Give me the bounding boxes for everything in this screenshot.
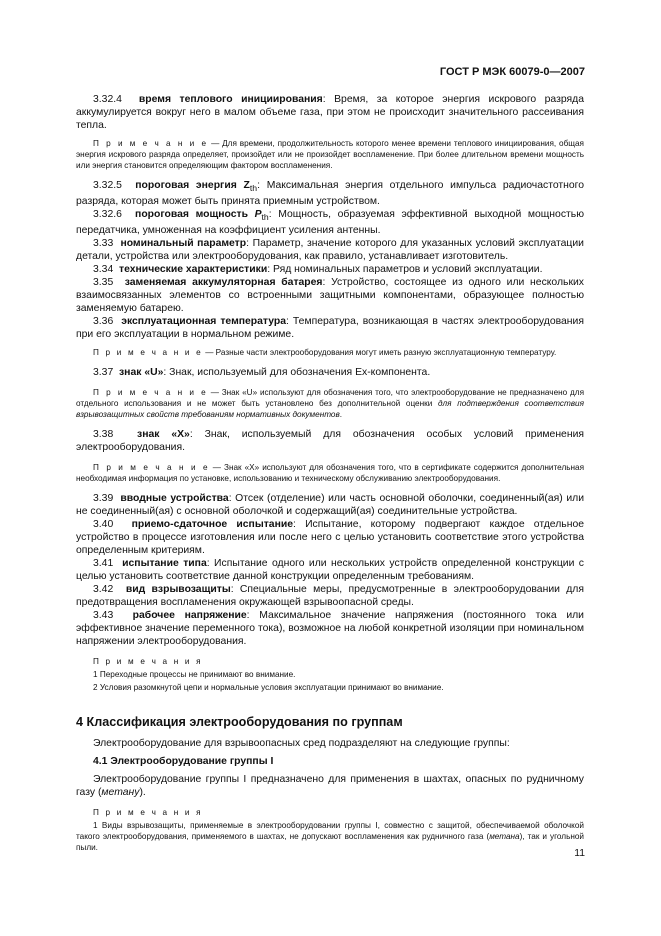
clause-3-41 <box>76 557 584 583</box>
clause-symbol: Z <box>243 180 250 191</box>
clause-3-37 <box>76 366 584 379</box>
clause-term: вид взрывозащиты <box>125 584 231 596</box>
note-italic-text: для подтверждения соответствия взрывозащитных свойств требованиям нормативных документов <box>76 399 584 420</box>
notes-label-4-1: П р и м е ч а н и я <box>93 808 203 818</box>
clause-term: рабочее напряжение <box>132 610 247 622</box>
note-text: — Разные части электрооборудования могут иметь разную эксплуатационную температуру. <box>202 348 557 358</box>
clause-definition: : Мощность, образуемая эффективной выходной мощностью передатчика, умноженная на коэффициент усиления антенны. <box>76 209 584 237</box>
clause-3-32-6 <box>76 208 584 237</box>
clause-term: эксплуатационная температура <box>121 316 287 328</box>
clause-3-36 <box>76 315 584 341</box>
clause-3-32-5 <box>76 179 584 208</box>
clause-term: технические характеристики <box>119 264 268 276</box>
note-3-38 <box>76 462 584 484</box>
clause-number: 3.38 <box>93 429 114 441</box>
clause-definition: : Знак, используемый для обозначения особых условий применения электрооборудования. <box>76 429 585 454</box>
clause-term: вводные устройства <box>120 493 229 505</box>
clause-term: время теплового инициирования <box>138 94 323 105</box>
clause-definition: : Испытание, которому подвергают каждое отдельное устройство в процессе изготовления или после него с целью установить соответствие этого устройства определенным критериям. <box>76 519 584 557</box>
clause-number: 3.39 <box>93 493 114 505</box>
clause-3-43 <box>76 609 584 648</box>
notes-label-3-43: П р и м е ч а н и я <box>93 657 203 667</box>
clause-number: 3.40 <box>93 519 114 531</box>
note-label: П р и м е ч а н и е <box>93 463 210 473</box>
note-label: П р и м е ч а н и е <box>93 388 208 398</box>
note-label: П р и м е ч а н и е <box>93 348 203 358</box>
note-3-36 <box>76 347 584 358</box>
clause-definition: : Испытание одного или нескольких устройств определенной конструкции с целью установить соответствие данной конструкции определенным требованиям. <box>76 558 585 583</box>
clause-3-33 <box>76 237 584 263</box>
page-content <box>76 93 584 853</box>
clause-term: пороговая мощность <box>135 209 248 221</box>
clause-number: 3.32.4 <box>93 94 122 105</box>
document-header: ГОСТ Р МЭК 60079-0—2007 <box>439 66 585 78</box>
clause-term: приемо-сдаточное испытание <box>131 519 294 531</box>
clause-term: заменяемая аккумуляторная батарея <box>124 277 323 289</box>
clause-3-35 <box>76 276 584 315</box>
note-text: 1 Виды взрывозащиты, применяемые в электрооборудовании группы I, совместно с защитой, обеспечиваемой оболочкой такого электрооборудования, применяемого в шахтах, не допускают воспламенения как рудничного газа ( <box>76 821 584 842</box>
clause-term: номинальный параметр <box>120 238 247 250</box>
note-italic-text: метана <box>489 832 520 842</box>
clause-term: знак «X» <box>137 429 190 441</box>
clause-3-34 <box>76 263 584 276</box>
clause-term: знак «U» <box>119 367 164 379</box>
clause-number: 3.35 <box>93 277 114 289</box>
note-list-item-1: 1 Переходные процессы не принимают во внимание. <box>93 670 296 680</box>
clause-number: 3.43 <box>93 610 114 622</box>
note-4-1-item-1 <box>76 820 584 853</box>
note-text: — Для времени, продолжительность которого менее времени теплового инициирования, общая энергия искрового разряда определяет, произойдет или не произойдет воспламенение. При более длительном времени мощность или энергия становится определяющим фактором воспламенения. <box>76 139 584 170</box>
subsection-4-1-text <box>76 773 584 799</box>
page-number: 11 <box>574 848 585 859</box>
clause-definition: : Ряд номинальных параметров и условий эксплуатации. <box>267 264 543 276</box>
clause-definition: : Устройство, состоящее из одного или нескольких взаимосвязанных элементов со встроенными защитными компонентами, образующее полностью заменяемую батарею. <box>76 277 584 315</box>
clause-number: 3.41 <box>93 558 114 570</box>
clause-definition: : Специальные меры, предусмотренные в электрооборудовании для предотвращения воспламенения окружающей взрывоопасной среды. <box>76 584 584 609</box>
note-3-32-4 <box>76 138 584 171</box>
note-text-end: ), так и угольной пыли. <box>76 832 584 853</box>
section-4-heading: 4 Классификация электрооборудования по группам <box>76 715 403 730</box>
note-3-37 <box>76 387 584 420</box>
clause-definition: : Максимальная энергия отдельного импульса радиочастотного разряда, которая может быть принята приемным устройством. <box>76 180 585 208</box>
clause-number: 3.32.6 <box>93 209 122 221</box>
clause-number: 3.34 <box>93 264 114 276</box>
clause-3-40 <box>76 518 584 557</box>
text-italic: метану <box>101 787 140 799</box>
clause-definition: : Параметр, значение которого для указанных условий эксплуатации детали, устройства или электрооборудования, как правило, устанавливает изготовитель. <box>76 238 584 263</box>
note-label: П р и м е ч а н и е <box>93 139 209 148</box>
text-part-end: ). <box>139 787 146 799</box>
clause-3-38 <box>76 428 584 454</box>
clause-number: 3.32.5 <box>93 180 122 191</box>
section-4-intro: Электрооборудование для взрывоопасных сред подразделяют на следующие группы: <box>93 738 510 750</box>
subsection-4-1-heading: 4.1 Электрооборудование группы I <box>93 756 274 768</box>
note-text: — Знак «X» используют для обозначения того, что в сертификате содержится дополнительная необходимая информация по установке, использованию и техническому обслуживанию электрооборудования. <box>76 463 585 484</box>
clause-definition: : Знак, используемый для обозначения Ex-компонента. <box>163 367 431 379</box>
clause-definition: : Максимальное значение напряжения (постоянного тока или эффективное значение переменного тока), возможное на любой конкретной изоляции при номинальном напряжении электрооборудования. <box>76 610 584 648</box>
clause-definition: : Отсек (отделение) или часть основной оболочки, соединенный(ая) или не соединенный(ая) с основной оболочкой и содержащий(ая) соединительные устройства. <box>76 493 585 518</box>
text-part: Электрооборудование группы I предназначено для применения в шахтах, опасных по рудничному газу ( <box>76 774 584 799</box>
clause-symbol-subscript: th <box>249 183 258 194</box>
clause-symbol: P <box>254 209 262 221</box>
clause-term: испытание типа <box>122 558 207 570</box>
clause-3-32-4 <box>76 93 584 132</box>
clause-definition: : Время, за которое энергия искрового разряда аккумулируется вокруг него в малом объеме газа, при этом не происходит значительного рассеивания тепла. <box>76 94 584 131</box>
clause-number: 3.33 <box>93 238 114 250</box>
clause-definition: : Температура, возникающая в частях электрооборудования при его эксплуатации в нормальном режиме. <box>76 316 584 341</box>
note-text: — Знак «U» используют для обозначения того, что электрооборудование не предназначено для отдельного использования и не может быть установлено без дополнительной оценки <box>76 388 585 409</box>
clause-symbol-subscript: th <box>261 212 269 223</box>
clause-number: 3.42 <box>93 584 114 596</box>
clause-term: пороговая энергия <box>135 180 237 191</box>
clause-number: 3.36 <box>93 316 114 328</box>
clause-3-42 <box>76 583 584 609</box>
note-list-item-2: 2 Условия разомкнутой цепи и нормальные условия эксплуатации принимают во внимание. <box>93 683 444 693</box>
note-text-end: . <box>339 410 343 420</box>
clause-3-39 <box>76 492 584 518</box>
clause-number: 3.37 <box>93 367 114 379</box>
